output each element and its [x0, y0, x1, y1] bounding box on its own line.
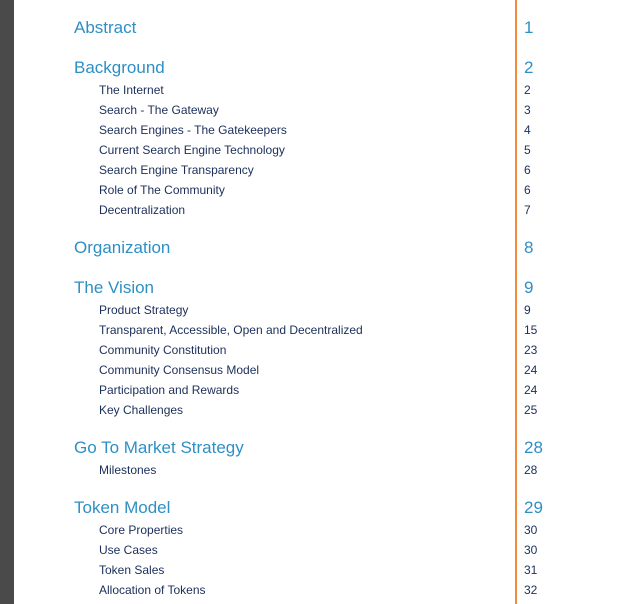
toc-item-title: Token Sales — [99, 563, 165, 577]
toc-item-title: The Internet — [99, 83, 164, 97]
toc-item-page: 28 — [524, 463, 538, 477]
toc-item-page: 25 — [524, 403, 538, 417]
toc-item-page: 24 — [524, 383, 538, 397]
toc-item-title: Milestones — [99, 463, 157, 477]
toc-section-title: Go To Market Strategy — [74, 438, 244, 457]
toc-section-title: Token Model — [74, 498, 171, 517]
toc-section-title: The Vision — [74, 278, 155, 297]
toc-item-title: Current Search Engine Technology — [99, 143, 285, 157]
toc-section-title: Background — [74, 58, 165, 77]
toc-item-title: Role of The Community — [99, 183, 225, 197]
toc-item-page: 7 — [524, 203, 531, 217]
toc-item-page: 23 — [524, 343, 538, 357]
toc-item-title: Core Properties — [99, 523, 184, 537]
toc-item-title: Product Strategy — [99, 303, 189, 317]
toc-item-title: Decentralization — [99, 203, 186, 217]
toc-item-page: 9 — [524, 303, 531, 317]
toc-item-title: Key Challenges — [99, 403, 184, 417]
toc-section-page: 8 — [524, 238, 534, 257]
toc-item-page: 2 — [524, 83, 531, 97]
toc-item-title: Use Cases — [99, 543, 158, 557]
toc-section-page: 9 — [524, 278, 534, 297]
toc-item-page: 4 — [524, 123, 531, 137]
toc-item-page: 24 — [524, 363, 538, 377]
toc-section-title: Organization — [74, 238, 171, 257]
toc-item-title: Search - The Gateway — [99, 103, 219, 117]
toc-section-page: 1 — [524, 18, 534, 37]
toc-item-title: Transparent, Accessible, Open and Decentralized — [99, 323, 363, 337]
toc-item-title: Participation and Rewards — [99, 383, 240, 397]
toc-item-page: 3 — [524, 103, 531, 117]
toc-item-title: Community Constitution — [99, 343, 227, 357]
toc-section-page: 2 — [524, 58, 534, 77]
toc-item-title: Search Engines - The Gatekeepers — [99, 123, 287, 137]
toc-item-page: 6 — [524, 183, 531, 197]
toc-item-page: 30 — [524, 523, 538, 537]
toc-item-page: 31 — [524, 563, 538, 577]
toc-item-page: 5 — [524, 143, 531, 157]
toc-item-title: Community Consensus Model — [99, 363, 260, 377]
toc-item-page: 30 — [524, 543, 538, 557]
toc-item-page: 32 — [524, 583, 538, 597]
toc-section-page: 29 — [524, 498, 543, 517]
toc-section-page: 28 — [524, 438, 543, 457]
toc-item-page: 15 — [524, 323, 538, 337]
toc-item-title: Allocation of Tokens — [99, 583, 206, 597]
toc-section-title: Abstract — [74, 18, 137, 37]
toc-item-title: Search Engine Transparency — [99, 163, 254, 177]
toc-item-page: 6 — [524, 163, 531, 177]
